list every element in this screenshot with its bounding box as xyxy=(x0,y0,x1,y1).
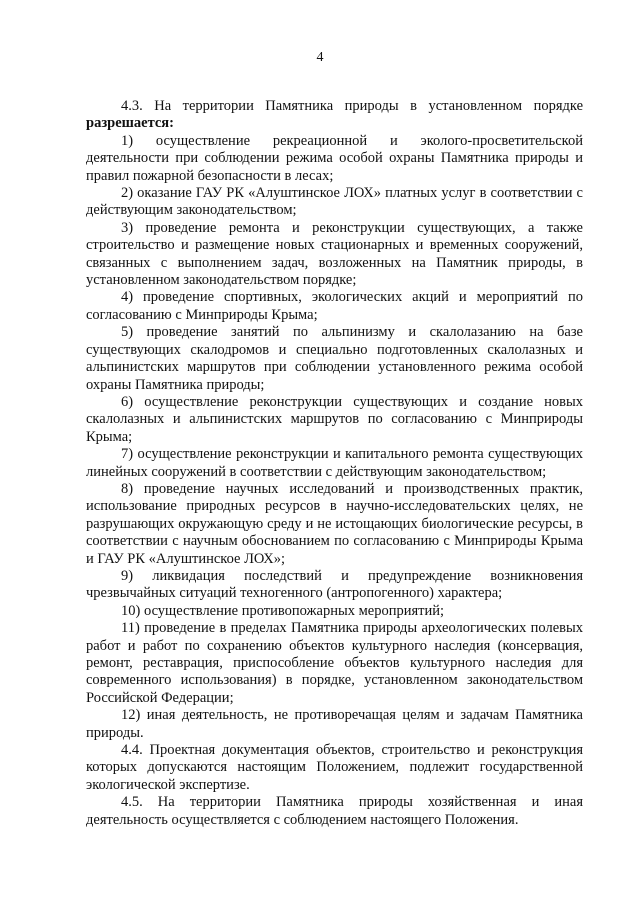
list-item-3: 3) проведение ремонта и реконструкции существующих, а также строительство и размещение новых стационарных и временных сооружений, связанных с выполнением задач, возложенных на Памятник природы, в установленном законодательством порядке; xyxy=(86,219,583,289)
list-item-5: 5) проведение занятий по альпинизму и скалолазанию на базе существующих скалодромов и специально подготовленных скалолазных и альпинистских маршрутов при соблюдении установленного режима особой охраны Памятника природы; xyxy=(86,324,583,393)
list-item-11: 11) проведение в пределах Памятника природы археологических полевых работ и работ по сохранению объектов культурного наследия (консервация, ремонт, реставрация, приспособление объектов культурного наследия для современного использования) в порядке, установленном законодательством Российской Федерации; xyxy=(86,620,583,706)
section-4-3-intro-bold: разрешается: xyxy=(86,115,174,132)
section-4-4: 4.4. Проектная документация объектов, строительство и реконструкция которых допускаются настоящим Положением, подлежит государственной экологической экспертизе. xyxy=(86,742,583,793)
list-item-4: 4) проведение спортивных, экологических акций и мероприятий по согласованию с Минприроды Крыма; xyxy=(86,289,583,323)
section-4-5: 4.5. На территории Памятника природы хозяйственная и иная деятельность осуществляется с соблюдением настоящего Положения. xyxy=(86,794,583,828)
section-4-3-intro xyxy=(86,98,583,133)
list-item-8: 8) проведение научных исследований и производственных практик, использование природных ресурсов в научно-исследовательских целях, не разрушающих окружающую среду и не истощающих биологические ресурсы, в соответствии с научным обоснованием по согласованию с Минприроды Крыма и ГАУ РК «Алуштинское ЛОХ»; xyxy=(86,480,583,567)
list-item-6: 6) осуществление реконструкции существующих и создание новых скалолазных и альпинистских маршрутов по согласованию с Минприроды Крыма; xyxy=(86,393,583,445)
list-item-1: 1) осуществление рекреационной и эколого-просветительской деятельности при соблюдении режима особой охраны Памятника природы и правил пожарной безопасности в лесах; xyxy=(86,132,583,184)
list-item-9: 9) ликвидация последствий и предупреждение возникновения чрезвычайных ситуаций техногенного (антропогенного) характера; xyxy=(86,567,583,602)
list-item-2: 2) оказание ГАУ РК «Алуштинское ЛОХ» платных услуг в соответствии с действующим законодательством; xyxy=(86,185,583,219)
page-number: 4 xyxy=(316,50,324,65)
list-item-7: 7) осуществление реконструкции и капитального ремонта существующих линейных сооружений в соответствии с действующим законодательством; xyxy=(86,446,583,480)
section-4-3-intro-text: 4.3. На территории Памятника природы в установленном порядке xyxy=(121,98,583,114)
list-item-12: 12) иная деятельность, не противоречащая целям и задачам Памятника природы. xyxy=(86,707,583,741)
list-item-10: 10) осуществление противопожарных мероприятий; xyxy=(121,602,445,619)
document-body xyxy=(86,98,583,829)
